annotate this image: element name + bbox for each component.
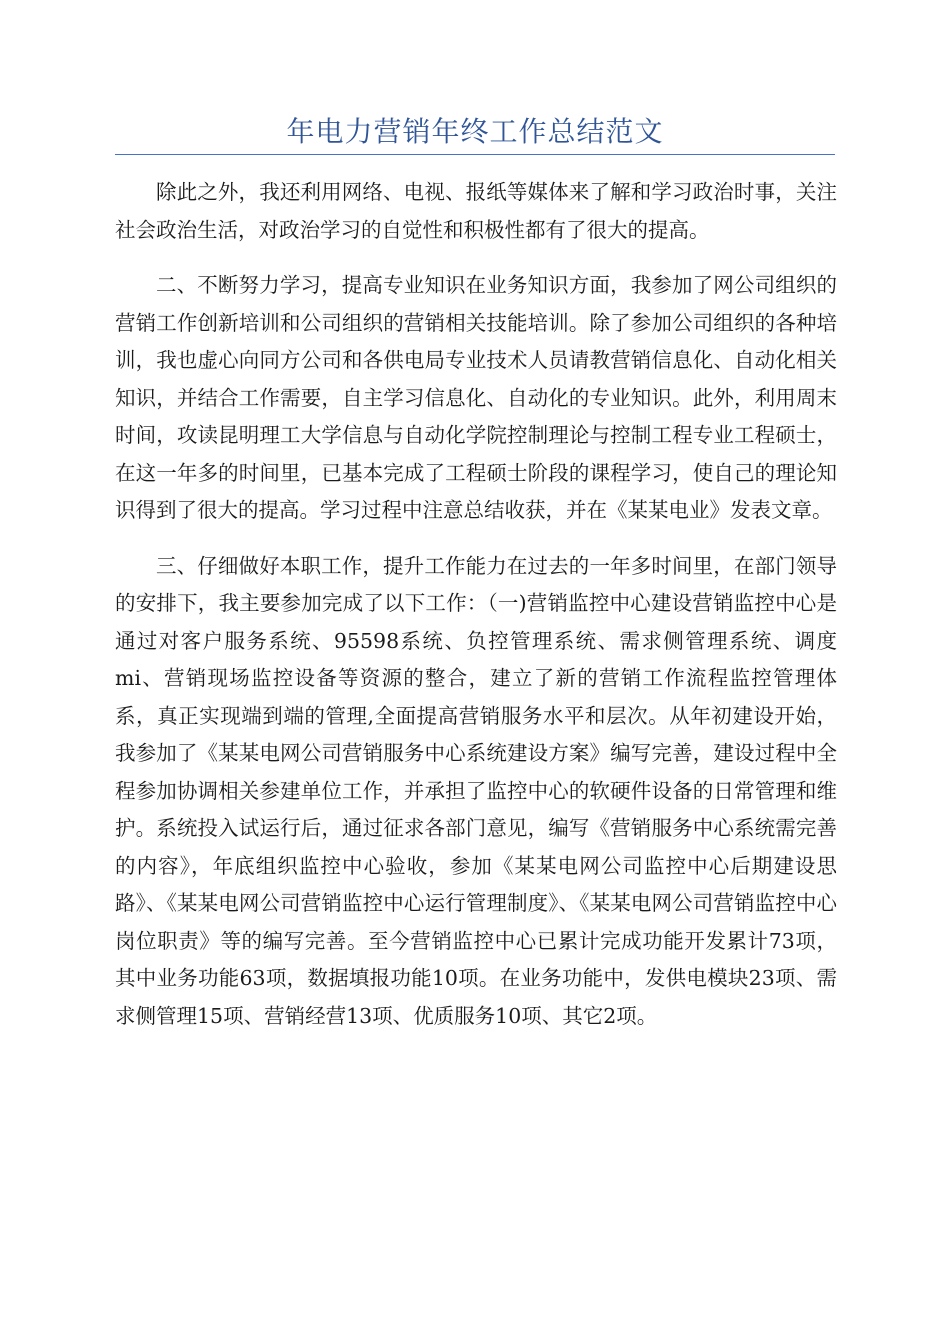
title-underline: [115, 154, 835, 155]
paragraph-1: 除此之外，我还利用网络、电视、报纸等媒体来了解和学习政治时事，关注社会政治生活，对政治学习的自觉性和积极性都有了很大的提高。: [115, 180, 837, 242]
paragraph-3: 三、仔细做好本职工作，提升工作能力在过去的一年多时间里，在部门领导的安排下，我主要参加完成了以下工作：（一)营销监控中心建设营销监控中心是通过对客户服务系统、95598系统、负控管理系统、需求侧管理系统、调度mi、营销现场监控设备等资源的整合，建立了新的营销工作流程监控管理体系，真正实现端到端的管理,全面提高营销服务水平和层次。从年初建设开始，我参加了《某某电网公司营销服务中心系统建设方案》编写完善，建设过程中全程参加协调相关参建单位工作，并承担了监控中心的软硬件设备的日常管理和维护。系统投入试运行后，通过征求各部门意见，编写《营销服务中心系统需完善的内容》，年底组织监控中心验收，参加《某某电网公司监控中心后期建设思路》、《某某电网公司营销监控中心运行管理制度》、《某某电网公司营销监控中心岗位职责》等的编写完善。至今营销监控中心已累计完成功能开发累计73项，其中业务功能63项，数据填报功能10项。在业务功能中，发供电模块23项、需求侧管理15项、营销经营13项、优质服务10项、其它2项。: [115, 553, 837, 1028]
paragraph-2: 二、不断努力学习，提高专业知识在业务知识方面，我参加了网公司组织的营销工作创新培训和公司组织的营销相关技能培训。除了参加公司组织的各种培训，我也虚心向同方公司和各供电局专业技术人员请教营销信息化、自动化相关知识，并结合工作需要，自主学习信息化、自动化的专业知识。此外，利用周末时间，攻读昆明理工大学信息与自动化学院控制理论与控制工程专业工程硕士，在这一年多的时间里，已基本完成了工程硕士阶段的课程学习，使自己的理论知识得到了很大的提高。学习过程中注意总结收获，并在《某某电业》发表文章。: [115, 273, 837, 522]
document-title: 年电力营销年终工作总结范文: [286, 115, 664, 148]
document-body: [115, 174, 837, 1053]
